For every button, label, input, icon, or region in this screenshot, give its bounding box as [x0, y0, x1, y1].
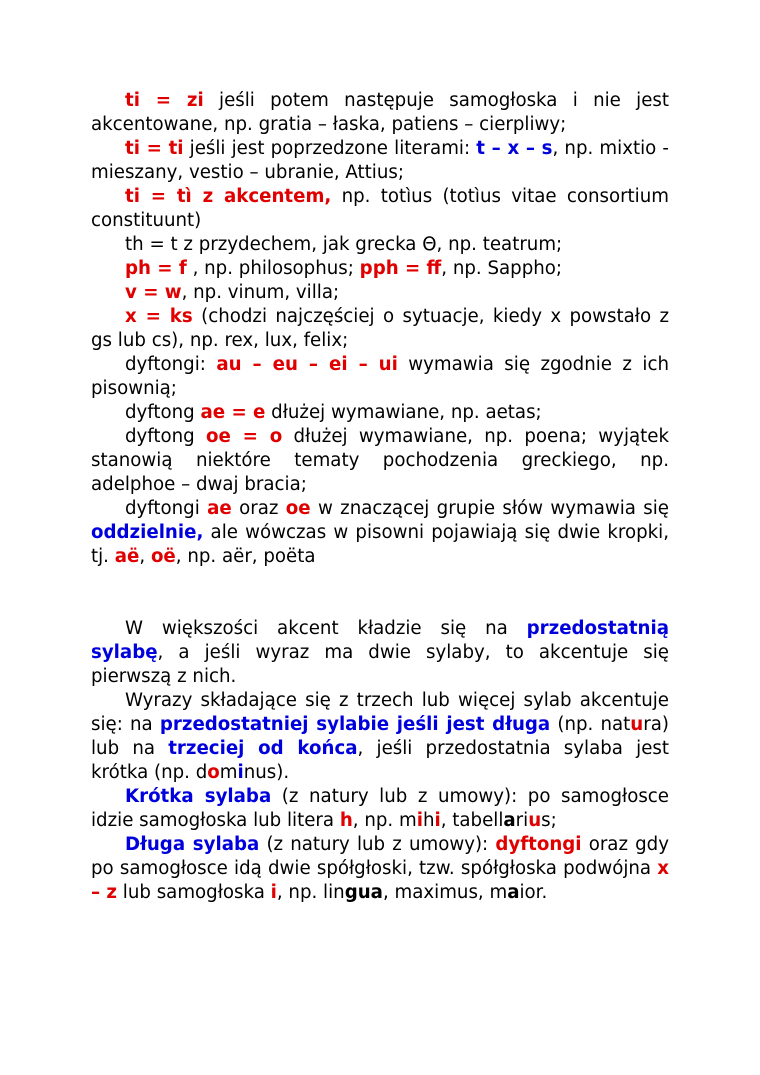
- text-run: ra) lub na: [91, 714, 669, 759]
- text-run: , maximus, m: [382, 882, 508, 903]
- highlight-blue: i: [237, 762, 244, 783]
- text-run: w znaczącej grupie słów wymawia się: [310, 498, 670, 519]
- text-run: m: [219, 762, 238, 783]
- text-run: ale wówczas w pisowni pojawiają się dwie kropki, tj.: [91, 522, 669, 567]
- text-run: nus).: [243, 762, 290, 783]
- text-run: , np. Sappho;: [441, 258, 563, 279]
- highlight-red: x = ks: [125, 306, 193, 327]
- rule-ti-zi: [91, 89, 669, 137]
- highlight-red: v = w: [125, 282, 182, 303]
- text-run: oraz gdy po samogłosce idą dwie spółgłoski, tzw. spółgłoska podwójna: [91, 834, 669, 879]
- highlight-red: ae: [207, 498, 232, 519]
- text-run: (np. nat: [550, 714, 631, 735]
- text-run: dyftongi: [125, 498, 208, 519]
- text-run: dłużej wymawiane, np. poena; wyjątek stanowią niektóre tematy pochodzenia greckiego, np. adelphoe – dwaj bracia;: [91, 426, 669, 495]
- highlight-red: dyftongi: [495, 834, 582, 855]
- text-run: h: [422, 810, 435, 831]
- rule-ph: [91, 257, 669, 281]
- highlight-red: x – z: [91, 858, 669, 903]
- highlight-blue: t – x – s: [476, 138, 553, 159]
- highlight-red: u: [630, 714, 644, 735]
- text-run: , np. philosophus;: [186, 258, 360, 279]
- text-run: (z natury lub z umowy):: [259, 834, 496, 855]
- text-run: , np. lin: [276, 882, 345, 903]
- text-run: jeśli potem następuje samogłoska i nie jest akcentowane, np. gratia – łaska, patiens – cierpliwy;: [91, 90, 669, 135]
- text-run: dyftong: [125, 426, 207, 447]
- text-run: ,: [139, 546, 151, 567]
- text-run: , np. m: [352, 810, 417, 831]
- accent-long-syllable: [91, 833, 669, 905]
- highlight-red: oe: [285, 498, 311, 519]
- highlight-red: oe = o: [206, 426, 283, 447]
- rule-dyftongi: [91, 353, 669, 401]
- document-page: [91, 89, 669, 905]
- text-run: , np. mixtio - mieszany, vestio – ubranie, Attius;: [91, 138, 669, 183]
- highlight-red: oë: [150, 546, 176, 567]
- highlight-bold: a: [503, 810, 516, 831]
- highlight-blue: Długa sylaba: [125, 834, 260, 855]
- text-run: jeśli jest poprzedzone literami:: [183, 138, 477, 159]
- text-run: , tabell: [440, 810, 504, 831]
- accent-rules: [91, 617, 669, 905]
- highlight-red: o: [207, 762, 220, 783]
- accent-three-syllables: [91, 689, 669, 785]
- accent-short-syllable: [91, 785, 669, 833]
- highlight-blue: przedostatnią sylabę: [91, 618, 669, 663]
- highlight-bold: a: [370, 882, 383, 903]
- highlight-blue: przedostatniej sylabie jeśli jest długa: [159, 714, 551, 735]
- text-run: th = t z przydechem, jak grecka Θ, np. teatrum;: [125, 234, 563, 255]
- text-run: dyftong: [125, 402, 201, 423]
- highlight-red: i: [416, 810, 423, 831]
- highlight-bold: a: [507, 882, 520, 903]
- highlight-bold: gu: [344, 882, 371, 903]
- text-run: lub samogłoska: [117, 882, 271, 903]
- text-run: , np. vinum, villa;: [181, 282, 340, 303]
- text-run: dyftongi:: [125, 354, 217, 375]
- text-run: (z natury lub z umowy): po samogłosce idzie samogłoska lub litera: [91, 786, 670, 831]
- highlight-red: i: [434, 810, 441, 831]
- rule-th: [91, 233, 669, 257]
- text-run: dłużej wymawiane, np. aetas;: [265, 402, 542, 423]
- text-run: wymawia się zgodnie z ich pisownią;: [91, 354, 670, 399]
- highlight-red: ae = e: [200, 402, 266, 423]
- text-run: s;: [541, 810, 557, 831]
- highlight-red: h: [339, 810, 353, 831]
- text-run: oraz: [231, 498, 286, 519]
- rule-v: [91, 281, 669, 305]
- section-spacer: [91, 569, 669, 617]
- highlight-red: ti = tì z akcentem,: [125, 186, 332, 207]
- text-run: , jeśli przedostatnia sylaba jest krótka (np. d: [91, 738, 669, 783]
- highlight-red: ti = ti: [125, 138, 184, 159]
- highlight-red: i: [270, 882, 277, 903]
- highlight-red: aë: [114, 546, 140, 567]
- accent-general: [91, 617, 669, 689]
- highlight-blue: trzeciej od końca: [168, 738, 358, 759]
- text-run: , a jeśli wyraz ma dwie sylaby, to akcentuje się pierwszą z nich.: [91, 642, 669, 687]
- rule-ae: [91, 401, 669, 425]
- highlight-red: ph = f: [125, 258, 187, 279]
- rule-ti-ti: [91, 137, 669, 185]
- highlight-red: ti = zi: [125, 90, 204, 111]
- rule-oe: [91, 425, 669, 497]
- highlight-red: au – eu – ei – ui: [216, 354, 398, 375]
- text-run: (chodzi najczęściej o sytuacje, kiedy x powstało z gs lub cs), np. rex, lux, felix;: [91, 306, 669, 351]
- text-run: W większości akcent kładzie się na: [125, 618, 527, 639]
- pronunciation-rules: [91, 89, 669, 569]
- text-run: np. totìus (totìus vitae consortium constituunt): [91, 186, 669, 231]
- text-run: , np. aër, poëta: [175, 546, 316, 567]
- text-run: ri: [515, 810, 529, 831]
- highlight-blue: oddzielnie,: [91, 522, 204, 543]
- highlight-blue: Krótka sylaba: [125, 786, 272, 807]
- rule-separate: [91, 497, 669, 569]
- text-run: Wyrazy składające się z trzech lub więcej sylab akcentuje się: na: [91, 690, 669, 735]
- text-run: ior.: [519, 882, 548, 903]
- rule-x: [91, 305, 669, 353]
- rule-ti-accent: [91, 185, 669, 233]
- highlight-red: u: [528, 810, 542, 831]
- highlight-red: pph = ff: [359, 258, 442, 279]
